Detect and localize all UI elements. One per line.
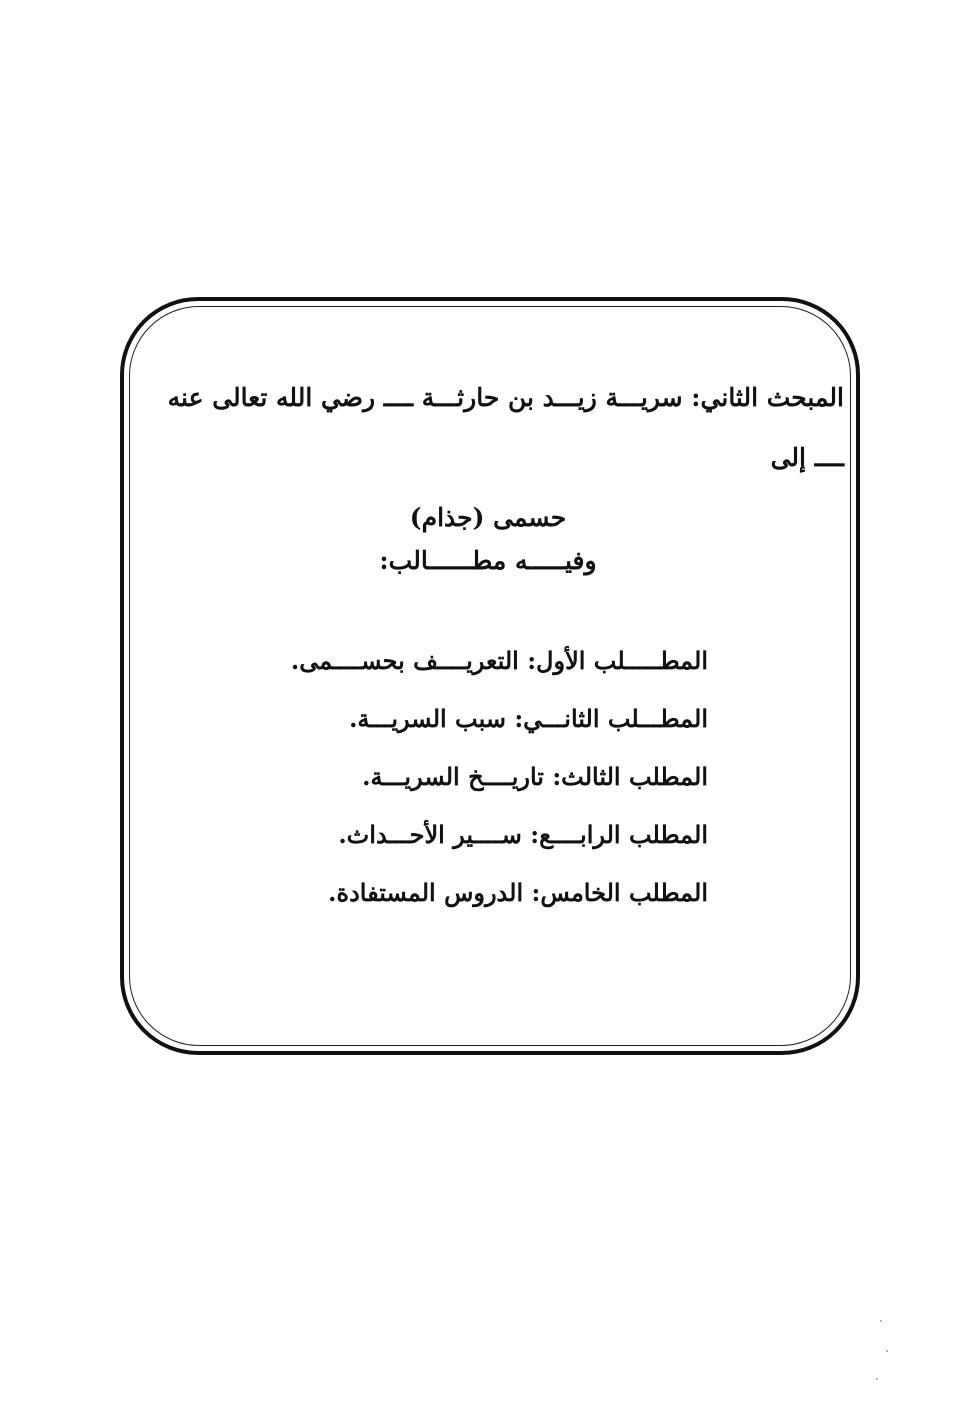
scan-artifact [880,1320,882,1322]
requirements-list [240,636,708,926]
list-item: المطلب الخامس: الدروس المستفادة. [328,878,708,907]
scan-artifact [876,1378,878,1380]
requirements-intro: وفيـــــه مطــــــالب: [379,546,597,575]
list-item: المطـــلب الثانـــي: سبب السريـــة. [349,704,708,733]
section-heading [132,368,844,548]
scan-artifact [886,1350,888,1352]
section-heading-line1: المبحث الثاني: سريـــة زيـــد بن حارثـــة ــــ رضي الله تعالى عنه ــــ إلى [167,383,844,472]
section-heading-line2: حسمى (جذام) [409,503,567,532]
list-item: المطـــــلب الأول: التعريــــف بحســــمى. [290,646,708,675]
list-item: المطلب الرابــــع: ســــير الأحـــداث. [338,820,708,849]
list-item: المطلب الثالث: تاريــــخ السريـــة. [362,762,708,791]
